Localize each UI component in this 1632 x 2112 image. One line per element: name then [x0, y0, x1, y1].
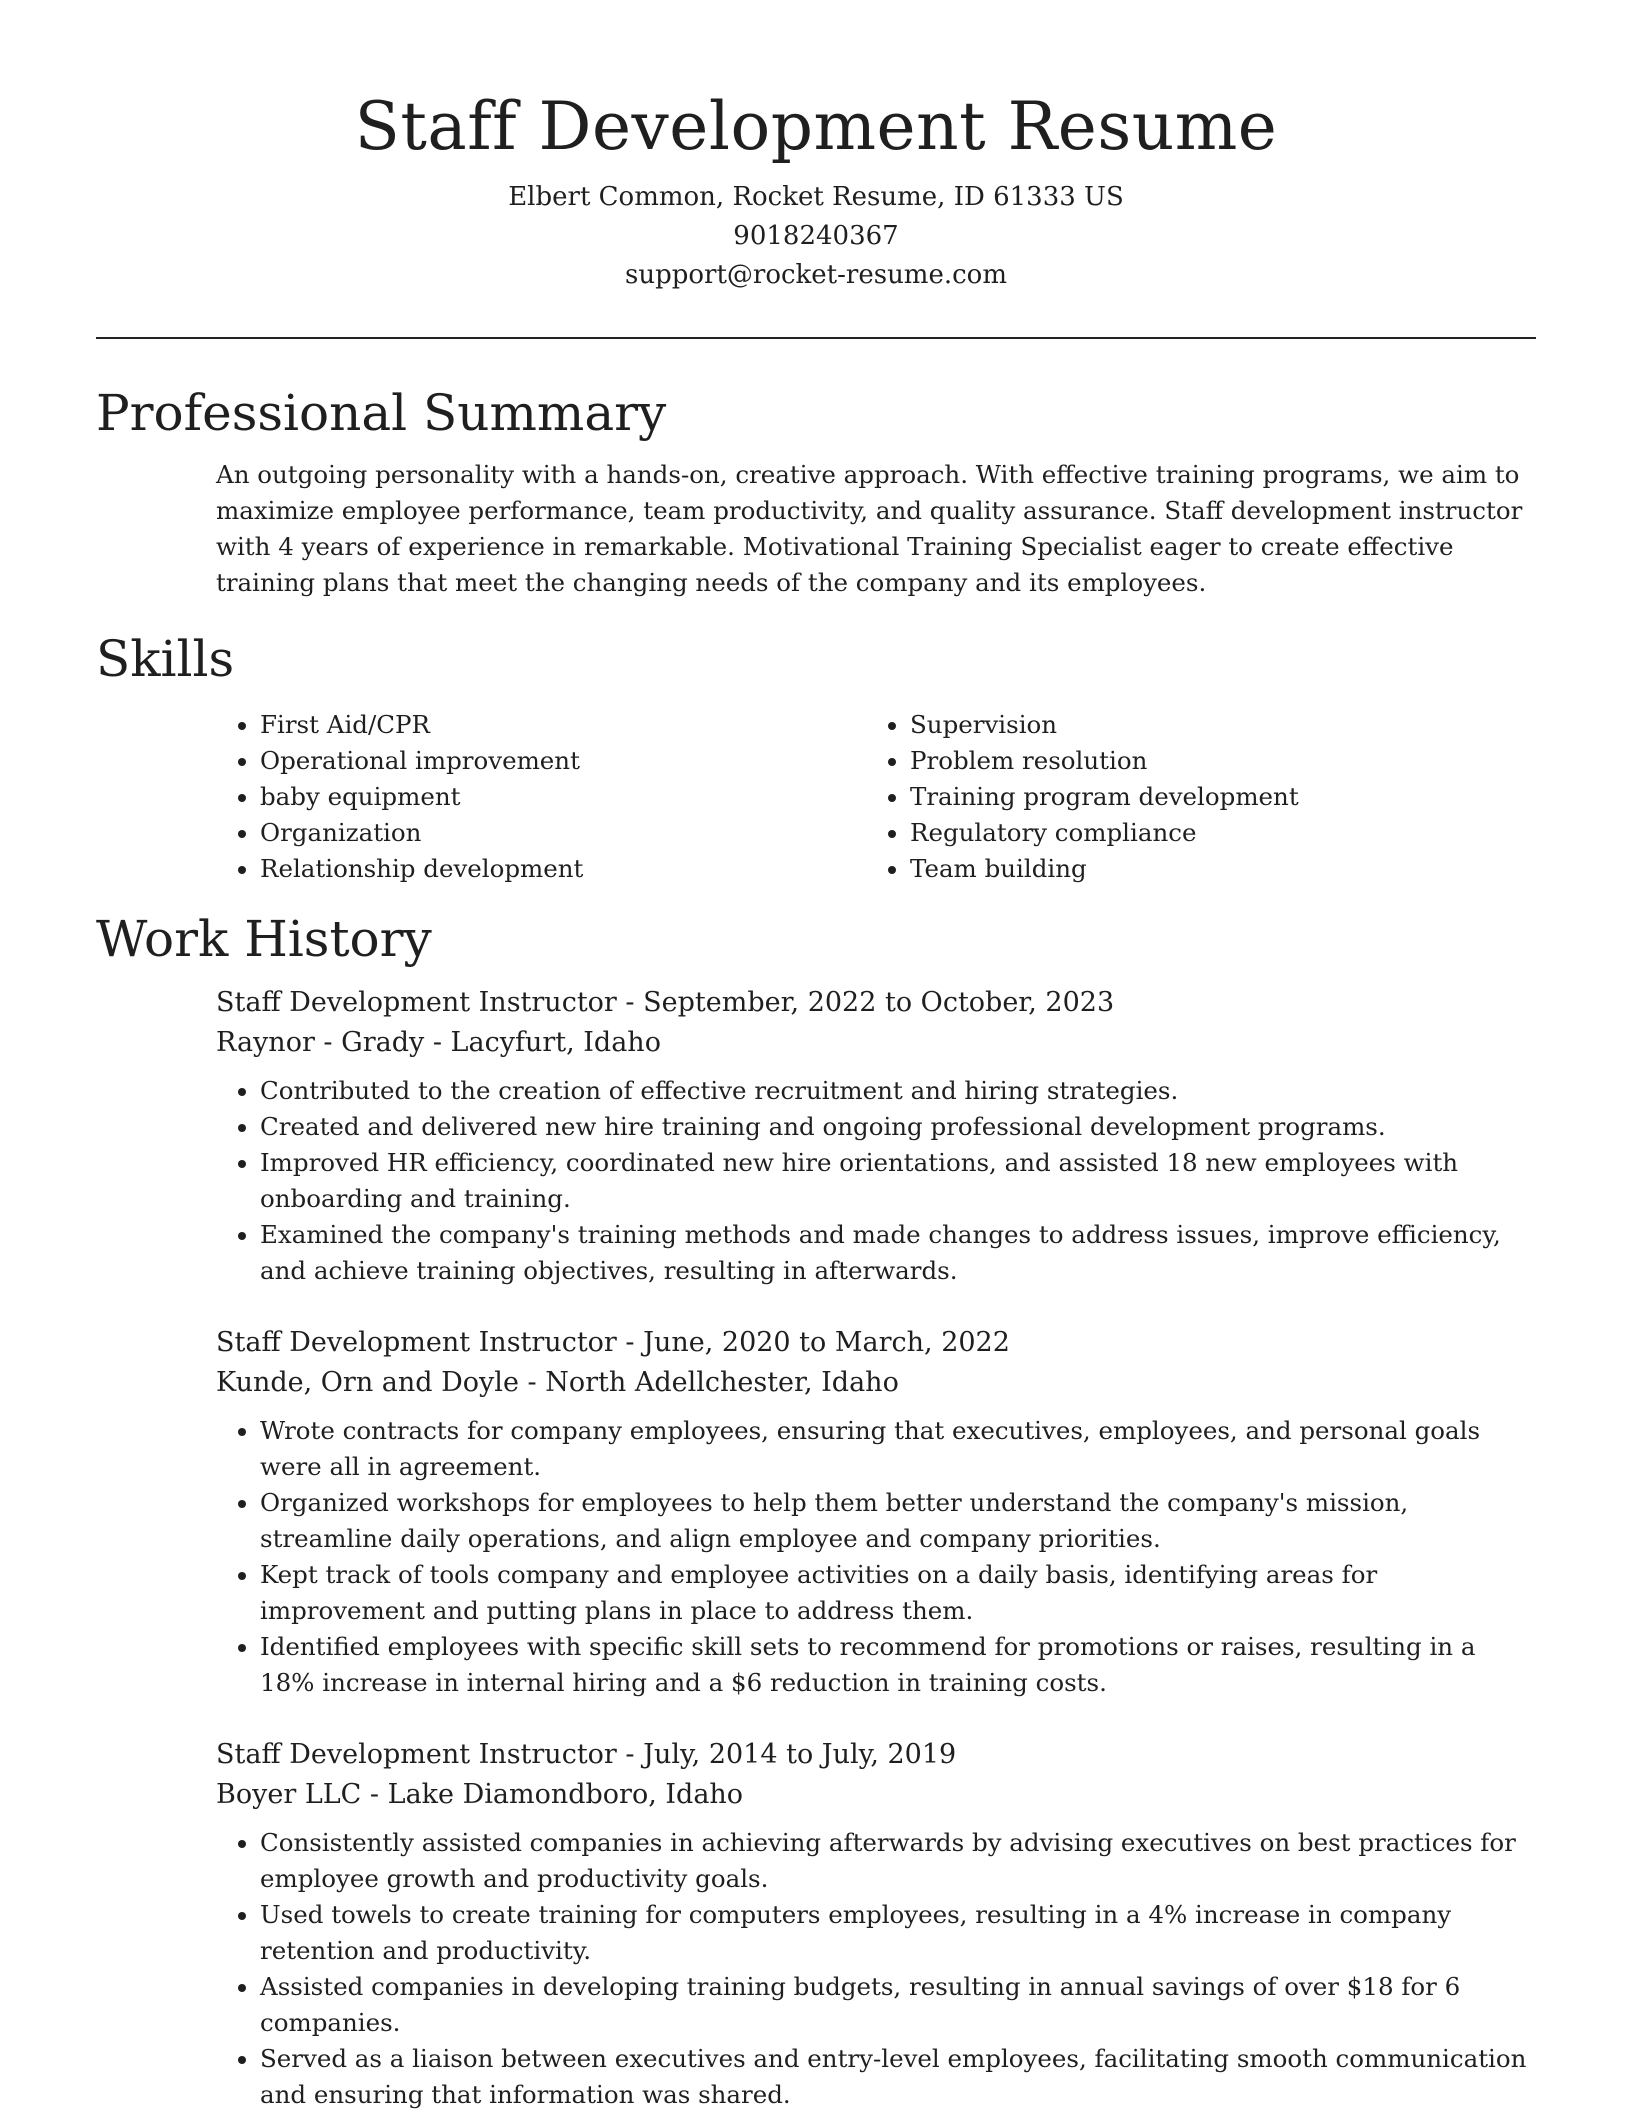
job-company: Kunde, Orn and Doyle: [216, 1367, 519, 1398]
job-bullet: • Created and delivered new hire training and ongoing professional development programs.: [260, 1109, 1536, 1145]
contact-address: Elbert Common, Rocket Resume, ID 61333 US: [508, 182, 1124, 212]
resume-header: [96, 0, 1536, 295]
skill-item: • Supervision: [910, 707, 1516, 743]
job-location: Lake Diamondboro, Idaho: [387, 1779, 744, 1810]
skill-item: • Training program development: [910, 779, 1516, 815]
contact-phone: 9018240367: [733, 221, 899, 251]
job-bullet: • Wrote contracts for company employees, ensuring that executives, employees, and personal goals were all in agreement.: [260, 1413, 1536, 1485]
skills-list-right: [866, 707, 1516, 887]
job-title: Staff Development Instructor: [216, 1739, 617, 1770]
job-company: Raynor - Grady: [216, 1027, 425, 1058]
job-company: Boyer LLC: [216, 1779, 362, 1810]
skill-item: • Organization: [260, 815, 866, 851]
skill-item: • Problem resolution: [910, 743, 1516, 779]
job-bullet: • Used towels to create training for computers employees, resulting in a 4% increase in company retention and productivity.: [260, 1897, 1536, 1969]
job-entry: [216, 1735, 1536, 2112]
job-dates: September, 2022 to October, 2023: [643, 987, 1115, 1018]
skill-item: • Relationship development: [260, 851, 866, 887]
job-bullets: [216, 1413, 1536, 1701]
job-bullet: • Assisted companies in developing training budgets, resulting in annual savings of over $18 for 6 companies.: [260, 1969, 1536, 2041]
contact-email: support@rocket-resume.com: [624, 260, 1007, 290]
job-dates: July, 2014 to July, 2019: [643, 1739, 957, 1770]
summary-heading: Professional Summary: [96, 384, 667, 442]
resume-page: [96, 0, 1536, 2112]
contact-block: [96, 178, 1536, 295]
skill-item: • Team building: [910, 851, 1516, 887]
job-company-line: Boyer LLC - Lake Diamondboro, Idaho: [216, 1779, 744, 1810]
skill-item: • baby equipment: [260, 779, 866, 815]
skills-grid: [216, 707, 1536, 887]
job-bullet: • Improved HR efficiency, coordinated new hire orientations, and assisted 18 new employees with onboarding and training.: [260, 1145, 1536, 1217]
skill-item: • Operational improvement: [260, 743, 866, 779]
job-bullet: • Contributed to the creation of effective recruitment and hiring strategies.: [260, 1073, 1536, 1109]
header-divider: [96, 337, 1536, 339]
job-location: Lacyfurt, Idaho: [450, 1027, 661, 1058]
job-title: Staff Development Instructor: [216, 1327, 617, 1358]
summary-text: An outgoing personality with a hands-on, creative approach. With effective training programs, we aim to maximize employee performance, team productivity, and quality assurance. Staff development instructor with 4 years of experience in remarkable. Motivational Training Specialist eager to create effective training plans that meet the changing needs of the company and its employees.: [216, 460, 1523, 597]
skills-heading: Skills: [96, 630, 235, 688]
job-dates: June, 2020 to March, 2022: [643, 1327, 1010, 1358]
job-title-line: Staff Development Instructor - July, 2014 to July, 2019: [216, 1739, 957, 1770]
job-entry: [216, 983, 1536, 1289]
job-bullet: • Organized workshops for employees to help them better understand the company's mission, streamline daily operations, and align employee and company priorities.: [260, 1485, 1536, 1557]
job-company-line: Raynor - Grady - Lacyfurt, Idaho: [216, 1027, 661, 1058]
job-bullet: • Examined the company's training methods and made changes to address issues, improve efficiency, and achieve training objectives, resulting in afterwards.: [260, 1217, 1536, 1289]
skills-list-left: [216, 707, 866, 887]
job-bullets: [216, 1073, 1536, 1289]
job-title-line: Staff Development Instructor - September, 2022 to October, 2023: [216, 987, 1115, 1018]
job-bullet: • Served as a liaison between executives and entry-level employees, facilitating smooth communication and ensuring that information was shared.: [260, 2041, 1536, 2112]
job-title-line: Staff Development Instructor - June, 2020 to March, 2022: [216, 1327, 1010, 1358]
job-location: North Adellchester, Idaho: [545, 1367, 899, 1398]
job-entry: [216, 1323, 1536, 1701]
skill-item: • First Aid/CPR: [260, 707, 866, 743]
job-bullets: [216, 1825, 1536, 2112]
job-bullet: • Kept track of tools company and employee activities on a daily basis, identifying areas for improvement and putting plans in place to address them.: [260, 1557, 1536, 1629]
job-bullet: • Identified employees with specific skill sets to recommend for promotions or raises, resulting in a 18% increase in internal hiring and a $6 reduction in training costs.: [260, 1629, 1536, 1701]
work-history-heading: Work History: [96, 910, 432, 968]
job-bullet: • Consistently assisted companies in achieving afterwards by advising executives on best practices for employee growth and productivity goals.: [260, 1825, 1536, 1897]
resume-title: Staff Development Resume: [354, 88, 1278, 165]
job-title: Staff Development Instructor: [216, 987, 617, 1018]
job-company-line: Kunde, Orn and Doyle - North Adellchester, Idaho: [216, 1367, 899, 1398]
skill-item: • Regulatory compliance: [910, 815, 1516, 851]
